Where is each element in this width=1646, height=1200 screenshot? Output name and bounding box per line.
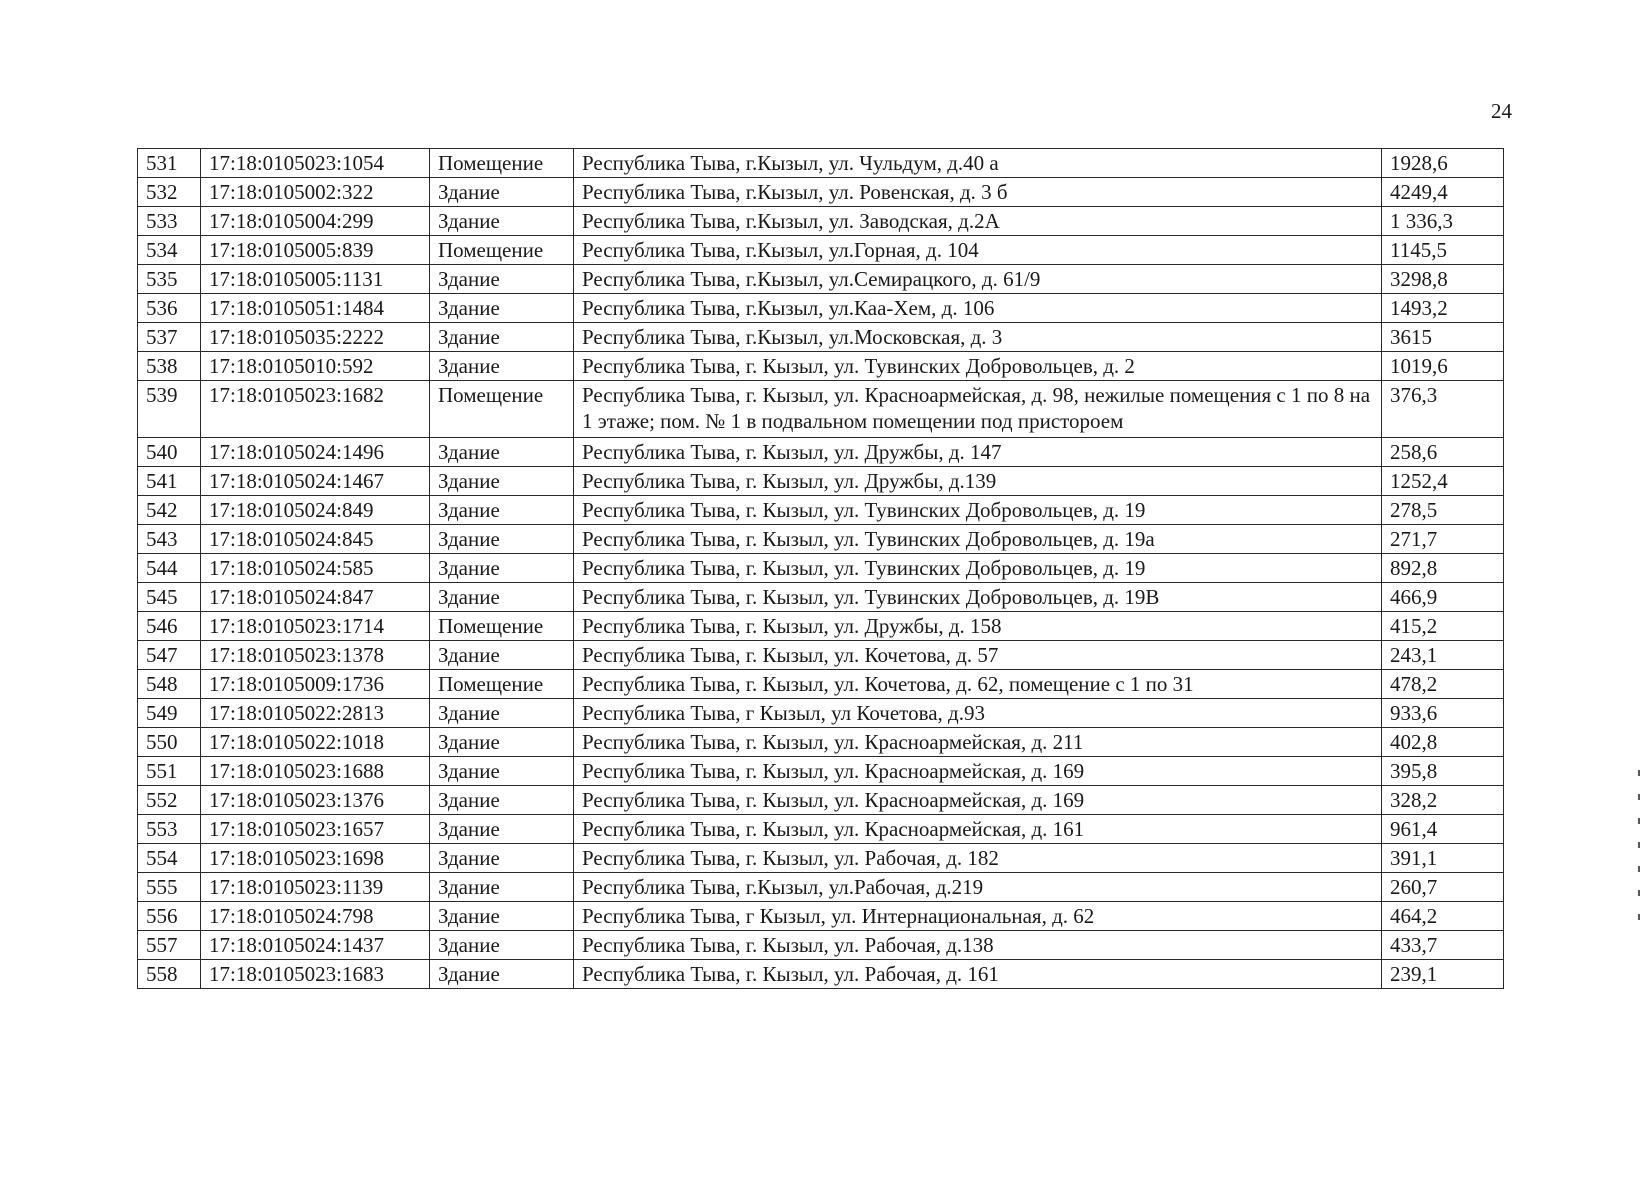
cadastral-number: 17:18:0105005:1131	[201, 265, 430, 294]
cadastral-number: 17:18:0105051:1484	[201, 294, 430, 323]
property-table-body	[138, 149, 1504, 989]
table-row	[138, 902, 1504, 931]
object-address: Республика Тыва, г. Кызыл, ул. Дружбы, д. 147	[574, 438, 1382, 467]
object-area: 260,7	[1382, 873, 1504, 902]
table-row	[138, 960, 1504, 989]
table-row	[138, 728, 1504, 757]
object-type: Здание	[430, 496, 574, 525]
object-area: 1493,2	[1382, 294, 1504, 323]
row-number: 554	[138, 844, 201, 873]
object-area: 3298,8	[1382, 265, 1504, 294]
row-number: 534	[138, 236, 201, 265]
object-address: Республика Тыва, г.Кызыл, ул.Семирацкого, д. 61/9	[574, 265, 1382, 294]
object-address: Республика Тыва, г. Кызыл, ул. Красноармейская, д. 211	[574, 728, 1382, 757]
object-type: Здание	[430, 873, 574, 902]
row-number: 544	[138, 554, 201, 583]
row-number: 555	[138, 873, 201, 902]
row-number: 532	[138, 178, 201, 207]
row-number: 551	[138, 757, 201, 786]
object-address: Республика Тыва, г. Кызыл, ул. Тувинских Добровольцев, д. 2	[574, 352, 1382, 381]
cadastral-number: 17:18:0105024:1496	[201, 438, 430, 467]
cadastral-number: 17:18:0105023:1139	[201, 873, 430, 902]
cadastral-number: 17:18:0105024:585	[201, 554, 430, 583]
object-type: Здание	[430, 178, 574, 207]
row-number: 543	[138, 525, 201, 554]
cadastral-number: 17:18:0105023:1714	[201, 612, 430, 641]
table-row	[138, 525, 1504, 554]
row-number: 542	[138, 496, 201, 525]
table-row	[138, 207, 1504, 236]
object-type: Здание	[430, 352, 574, 381]
cadastral-number: 17:18:0105022:1018	[201, 728, 430, 757]
object-area: 271,7	[1382, 525, 1504, 554]
cadastral-number: 17:18:0105024:798	[201, 902, 430, 931]
object-area: 933,6	[1382, 699, 1504, 728]
object-area: 4249,4	[1382, 178, 1504, 207]
cadastral-number: 17:18:0105009:1736	[201, 670, 430, 699]
object-type: Здание	[430, 207, 574, 236]
row-number: 550	[138, 728, 201, 757]
cadastral-number: 17:18:0105023:1378	[201, 641, 430, 670]
object-type: Помещение	[430, 149, 574, 178]
row-number: 547	[138, 641, 201, 670]
object-type: Здание	[430, 323, 574, 352]
object-address: Республика Тыва, г. Кызыл, ул. Красноармейская, д. 98, нежилые помещения с 1 по 8 на 1 этаже; пом. № 1 в подвальном помещении под пристороем	[574, 381, 1382, 438]
row-number: 556	[138, 902, 201, 931]
object-area: 1928,6	[1382, 149, 1504, 178]
row-number: 546	[138, 612, 201, 641]
object-type: Здание	[430, 467, 574, 496]
object-area: 466,9	[1382, 583, 1504, 612]
table-row	[138, 844, 1504, 873]
table-row	[138, 467, 1504, 496]
table-row	[138, 236, 1504, 265]
object-area: 1019,6	[1382, 352, 1504, 381]
object-address: Республика Тыва, г. Кызыл, ул. Кочетова, д. 57	[574, 641, 1382, 670]
object-address: Республика Тыва, г. Кызыл, ул. Красноармейская, д. 169	[574, 786, 1382, 815]
row-number: 540	[138, 438, 201, 467]
object-type: Здание	[430, 554, 574, 583]
table-row	[138, 178, 1504, 207]
object-type: Здание	[430, 902, 574, 931]
row-number: 533	[138, 207, 201, 236]
table-row	[138, 294, 1504, 323]
cadastral-number: 17:18:0105004:299	[201, 207, 430, 236]
object-address: Республика Тыва, г.Кызыл, ул.Каа-Хем, д. 106	[574, 294, 1382, 323]
object-area: 376,3	[1382, 381, 1504, 438]
table-row	[138, 496, 1504, 525]
object-address: Республика Тыва, г. Кызыл, ул. Рабочая, д.138	[574, 931, 1382, 960]
object-area: 239,1	[1382, 960, 1504, 989]
table-row	[138, 641, 1504, 670]
object-address: Республика Тыва, г. Кызыл, ул. Тувинских Добровольцев, д. 19	[574, 554, 1382, 583]
object-address: Республика Тыва, г Кызыл, ул Кочетова, д.93	[574, 699, 1382, 728]
table-row	[138, 149, 1504, 178]
table-row	[138, 438, 1504, 467]
object-address: Республика Тыва, г. Кызыл, ул. Рабочая, д. 161	[574, 960, 1382, 989]
object-area: 328,2	[1382, 786, 1504, 815]
object-type: Здание	[430, 931, 574, 960]
row-number: 531	[138, 149, 201, 178]
cadastral-number: 17:18:0105023:1698	[201, 844, 430, 873]
object-type: Помещение	[430, 381, 574, 438]
table-row	[138, 815, 1504, 844]
object-type: Здание	[430, 960, 574, 989]
object-area: 1145,5	[1382, 236, 1504, 265]
cadastral-number: 17:18:0105023:1683	[201, 960, 430, 989]
table-row	[138, 612, 1504, 641]
object-address: Республика Тыва, г. Кызыл, ул. Красноармейская, д. 169	[574, 757, 1382, 786]
object-area: 3615	[1382, 323, 1504, 352]
cadastral-number: 17:18:0105010:592	[201, 352, 430, 381]
row-number: 549	[138, 699, 201, 728]
table-row	[138, 670, 1504, 699]
object-type: Помещение	[430, 236, 574, 265]
object-address: Республика Тыва, г.Кызыл, ул.Рабочая, д.219	[574, 873, 1382, 902]
object-type: Здание	[430, 815, 574, 844]
row-number: 537	[138, 323, 201, 352]
object-area: 258,6	[1382, 438, 1504, 467]
cadastral-number: 17:18:0105023:1376	[201, 786, 430, 815]
object-address: Республика Тыва, г. Кызыл, ул. Кочетова, д. 62, помещение с 1 по 31	[574, 670, 1382, 699]
object-area: 464,2	[1382, 902, 1504, 931]
object-area: 1252,4	[1382, 467, 1504, 496]
scan-edge-marks	[1638, 770, 1640, 920]
object-type: Здание	[430, 294, 574, 323]
row-number: 541	[138, 467, 201, 496]
object-area: 433,7	[1382, 931, 1504, 960]
object-area: 892,8	[1382, 554, 1504, 583]
object-address: Республика Тыва, г.Кызыл, ул.Горная, д. 104	[574, 236, 1382, 265]
table-row	[138, 554, 1504, 583]
table-row	[138, 323, 1504, 352]
object-area: 391,1	[1382, 844, 1504, 873]
table-row	[138, 873, 1504, 902]
object-type: Здание	[430, 641, 574, 670]
object-address: Республика Тыва, г.Кызыл, ул.Московская, д. 3	[574, 323, 1382, 352]
object-type: Здание	[430, 265, 574, 294]
cadastral-number: 17:18:0105024:847	[201, 583, 430, 612]
cadastral-number: 17:18:0105023:1054	[201, 149, 430, 178]
table-row	[138, 757, 1504, 786]
object-area: 278,5	[1382, 496, 1504, 525]
cadastral-number: 17:18:0105023:1688	[201, 757, 430, 786]
cadastral-number: 17:18:0105024:1437	[201, 931, 430, 960]
table-row	[138, 381, 1504, 438]
row-number: 536	[138, 294, 201, 323]
cadastral-number: 17:18:0105023:1657	[201, 815, 430, 844]
object-area: 395,8	[1382, 757, 1504, 786]
row-number: 558	[138, 960, 201, 989]
object-area: 415,2	[1382, 612, 1504, 641]
object-address: Республика Тыва, г. Кызыл, ул. Тувинских Добровольцев, д. 19В	[574, 583, 1382, 612]
row-number: 553	[138, 815, 201, 844]
object-address: Республика Тыва, г. Кызыл, ул. Красноармейская, д. 161	[574, 815, 1382, 844]
row-number: 535	[138, 265, 201, 294]
object-type: Здание	[430, 525, 574, 554]
object-address: Республика Тыва, г. Кызыл, ул. Дружбы, д.139	[574, 467, 1382, 496]
object-address: Республика Тыва, г.Кызыл, ул. Ровенская, д. 3 б	[574, 178, 1382, 207]
object-address: Республика Тыва, г.Кызыл, ул. Чульдум, д.40 а	[574, 149, 1382, 178]
object-type: Здание	[430, 583, 574, 612]
table-row	[138, 265, 1504, 294]
row-number: 557	[138, 931, 201, 960]
table-row	[138, 699, 1504, 728]
cadastral-number: 17:18:0105005:839	[201, 236, 430, 265]
table-row	[138, 583, 1504, 612]
object-area: 478,2	[1382, 670, 1504, 699]
cadastral-number: 17:18:0105024:1467	[201, 467, 430, 496]
object-address: Республика Тыва, г. Кызыл, ул. Рабочая, д. 182	[574, 844, 1382, 873]
row-number: 539	[138, 381, 201, 438]
object-type: Здание	[430, 786, 574, 815]
property-table	[137, 148, 1504, 989]
object-address: Республика Тыва, г. Кызыл, ул. Тувинских Добровольцев, д. 19	[574, 496, 1382, 525]
page-number: 24	[1491, 99, 1512, 123]
cadastral-number: 17:18:0105024:849	[201, 496, 430, 525]
row-number: 548	[138, 670, 201, 699]
cadastral-number: 17:18:0105035:2222	[201, 323, 430, 352]
cadastral-number: 17:18:0105022:2813	[201, 699, 430, 728]
cadastral-number: 17:18:0105024:845	[201, 525, 430, 554]
object-area: 402,8	[1382, 728, 1504, 757]
object-type: Здание	[430, 757, 574, 786]
table-row	[138, 931, 1504, 960]
object-address: Республика Тыва, г. Кызыл, ул. Тувинских Добровольцев, д. 19а	[574, 525, 1382, 554]
object-address: Республика Тыва, г Кызыл, ул. Интернациональная, д. 62	[574, 902, 1382, 931]
object-type: Здание	[430, 728, 574, 757]
object-type: Здание	[430, 438, 574, 467]
object-address: Республика Тыва, г.Кызыл, ул. Заводская, д.2А	[574, 207, 1382, 236]
object-area: 243,1	[1382, 641, 1504, 670]
object-type: Помещение	[430, 612, 574, 641]
row-number: 545	[138, 583, 201, 612]
object-type: Здание	[430, 844, 574, 873]
table-row	[138, 352, 1504, 381]
object-address: Республика Тыва, г. Кызыл, ул. Дружбы, д. 158	[574, 612, 1382, 641]
object-area: 961,4	[1382, 815, 1504, 844]
object-type: Здание	[430, 699, 574, 728]
row-number: 538	[138, 352, 201, 381]
object-type: Помещение	[430, 670, 574, 699]
cadastral-number: 17:18:0105002:322	[201, 178, 430, 207]
table-row	[138, 786, 1504, 815]
cadastral-number: 17:18:0105023:1682	[201, 381, 430, 438]
row-number: 552	[138, 786, 201, 815]
object-area: 1 336,3	[1382, 207, 1504, 236]
